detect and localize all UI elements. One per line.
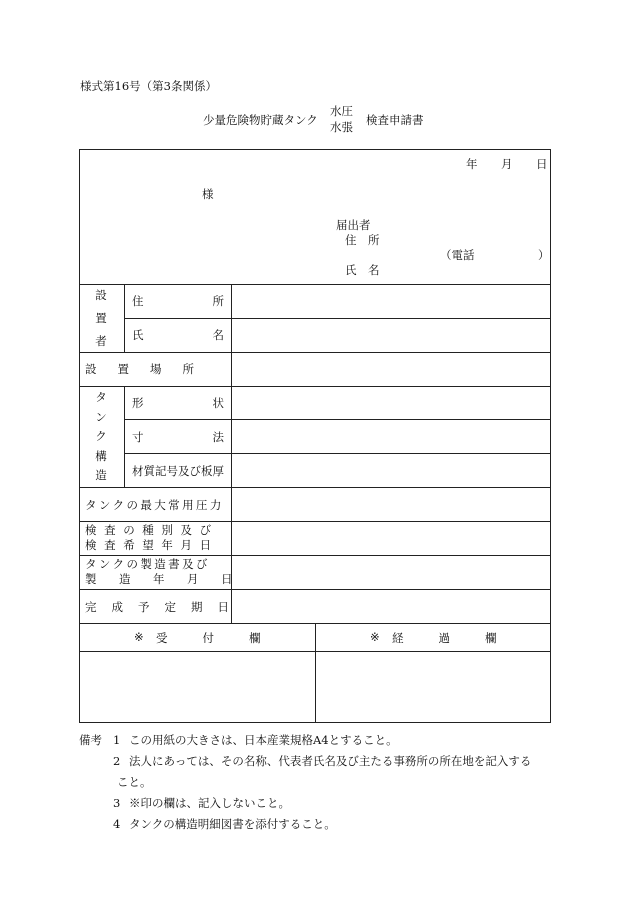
form-title-suffix: 検査申請書 xyxy=(366,113,424,127)
manufacturer-label: タンクの製造書及び 製造年月日 xyxy=(85,557,255,586)
note-item: 3 ※印の欄は、記入しないこと。 xyxy=(113,796,290,810)
title-option-water-pressure: 水圧 xyxy=(330,104,353,118)
install-location-label: 設置場所 xyxy=(85,362,215,376)
phone-label: （電話 xyxy=(440,248,475,262)
note-item: 備考 1 この用紙の大きさは、日本産業規格A4とすること。 xyxy=(79,730,559,751)
installer-address-label: 住 所 xyxy=(132,294,224,308)
progress-column-label: 経過欄 xyxy=(392,631,532,645)
note-item: 4 タンクの構造明細図書を添付すること。 xyxy=(113,817,336,831)
installer-name-label: 氏 名 xyxy=(132,328,224,342)
completion-date-label: 完成予定期日 xyxy=(85,600,244,614)
note-item-continuation: こと。 xyxy=(117,775,152,789)
inspection-type-label: 検査の種別及び 検査希望年月日 xyxy=(85,523,219,552)
application-form-table xyxy=(79,149,551,723)
phone-close: ） xyxy=(538,248,550,262)
progress-mark: ※ xyxy=(370,630,380,644)
note-item: 2 法人にあっては、その名称、代表者氏名及び主たる事務所の所在地を記入する xyxy=(113,754,532,768)
reception-column-label: 受付欄 xyxy=(156,631,296,645)
title-option-water-filling: 水張 xyxy=(330,120,353,134)
notes-section xyxy=(79,730,559,835)
installer-group-label: 設置者 xyxy=(95,288,107,348)
tank-structure-group-label: タンク構造 xyxy=(95,390,107,482)
notifier-name-label: 氏 名 xyxy=(345,263,380,277)
addressee-suffix: 様 xyxy=(202,187,214,201)
notes-lead: 備考 xyxy=(79,733,102,747)
reception-mark: ※ xyxy=(134,630,144,644)
form-title: 少量危険物貯蔵タンク xyxy=(203,113,318,127)
tank-shape-label: 形 状 xyxy=(132,396,224,410)
date-year-label: 年 xyxy=(466,157,478,171)
max-pressure-label: タンクの最大常用圧力 xyxy=(85,498,224,512)
date-month-label: 月 xyxy=(501,157,513,171)
title-options xyxy=(330,103,353,135)
notifier-label: 届出者 xyxy=(336,218,371,232)
tank-material-label: 材質記号及び板厚 xyxy=(132,464,224,478)
tank-dimensions-label: 寸 法 xyxy=(132,430,224,444)
form-number: 様式第16号（第3条関係） xyxy=(80,79,217,93)
notifier-address-label: 住 所 xyxy=(345,233,380,247)
date-day-label: 日 xyxy=(536,157,548,171)
